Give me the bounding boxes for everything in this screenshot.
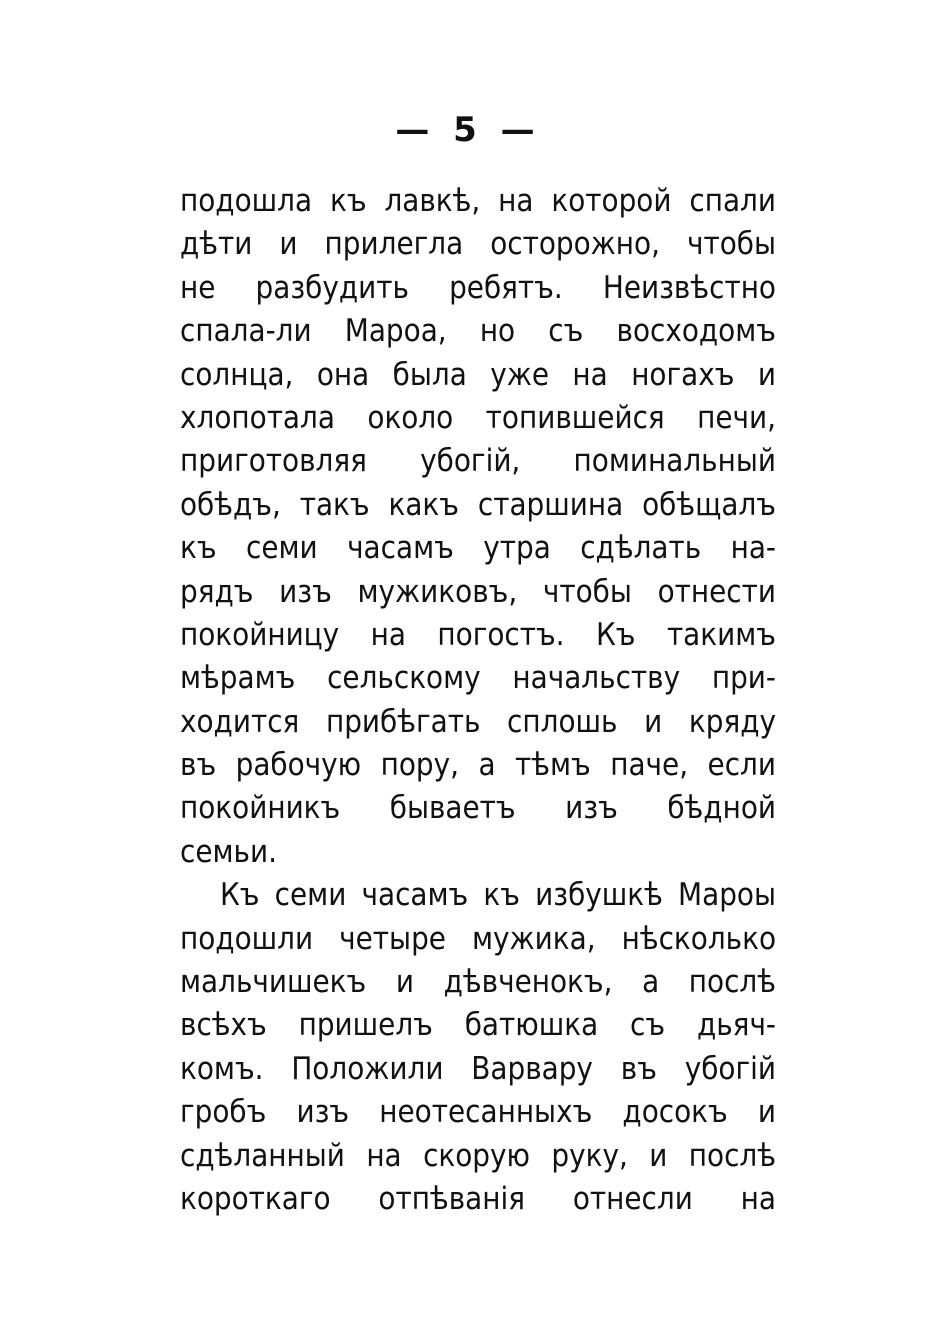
text-line: сдѣланный на скорую руку, и послѣ bbox=[180, 1137, 776, 1174]
text-line: короткаго отпѣванія отнесли на bbox=[180, 1180, 776, 1217]
text-line: приготовляя убогій, поминальный bbox=[180, 443, 776, 480]
page-text bbox=[180, 180, 776, 1221]
text-line: комъ. Положили Варвару въ убогій bbox=[180, 1050, 776, 1087]
text-line: обѣдъ, такъ какъ старшина обѣщалъ bbox=[180, 486, 776, 523]
text-line: солнца, она была уже на ногахъ и bbox=[180, 356, 776, 393]
text-line: покойникъ бываетъ изъ бѣдной bbox=[180, 790, 776, 827]
paragraph-1 bbox=[180, 180, 776, 874]
text-line: не разбудить ребятъ. Неизвѣстно bbox=[180, 269, 776, 306]
paragraph-2 bbox=[180, 874, 776, 1221]
text-line: хлопотала около топившейся печи, bbox=[180, 399, 776, 436]
text-line: дѣти и прилегла осторожно, чтобы bbox=[180, 226, 776, 263]
text-line: гробъ изъ неотесанныхъ досокъ и bbox=[180, 1094, 776, 1131]
text-line: Къ семи часамъ къ избушкѣ Мароы bbox=[220, 877, 776, 914]
text-line: рядъ изъ мужиковъ, чтобы отнести bbox=[180, 573, 776, 610]
text-line: мальчишекъ и дѣвченокъ, а послѣ bbox=[180, 964, 776, 1001]
page-number: — 5 — bbox=[395, 110, 541, 150]
text-line: подошли четыре мужика, нѣсколько bbox=[180, 920, 776, 957]
text-line: подошла къ лавкѣ, на которой спали bbox=[180, 183, 776, 219]
text-line: всѣхъ пришелъ батюшка съ дьяч- bbox=[180, 1007, 776, 1044]
text-line: семьи. bbox=[180, 833, 277, 870]
text-line: покойницу на погостъ. Къ такимъ bbox=[180, 616, 776, 653]
text-line: въ рабочую пору, а тѣмъ паче, если bbox=[180, 747, 776, 784]
text-line: мѣрамъ сельскому начальству при- bbox=[180, 660, 776, 697]
text-line: ходится прибѣгать сплошь и кряду bbox=[180, 703, 776, 740]
text-line: спала-ли Мароа, но съ восходомъ bbox=[180, 313, 776, 350]
text-line: къ семи часамъ утра сдѣлать на- bbox=[180, 530, 776, 567]
